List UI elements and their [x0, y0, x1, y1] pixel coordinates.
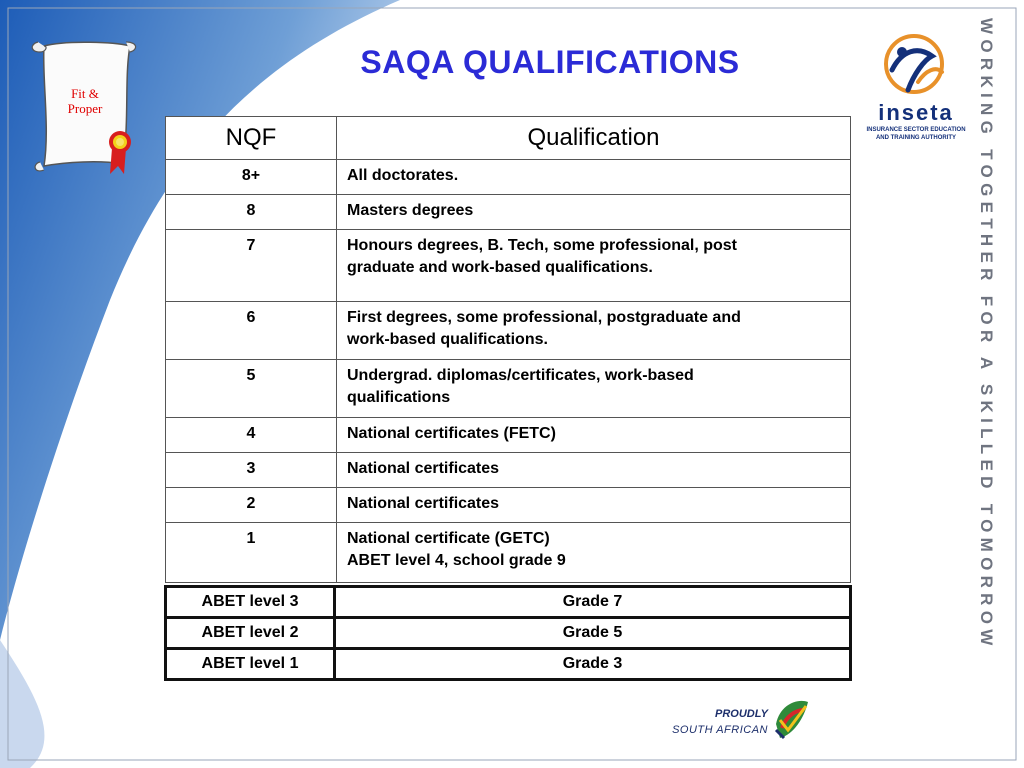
qualification-line: Masters degrees — [347, 202, 474, 219]
qualification-line: National certificates — [347, 495, 500, 512]
table-row — [166, 302, 851, 360]
table-row — [166, 360, 851, 418]
nqf-level: 6 — [166, 302, 337, 360]
vertical-tagline: WORKING TOGETHER FOR A SKILLED TOMORROW — [977, 18, 996, 651]
abet-row — [166, 618, 851, 649]
qualification-cell — [337, 230, 851, 302]
qualification-cell — [337, 360, 851, 418]
qualification-line: qualifications — [347, 389, 451, 406]
qualification-cell — [337, 418, 851, 453]
qualification-cell — [337, 453, 851, 488]
qualification-cell — [337, 195, 851, 230]
nqf-level: 7 — [166, 230, 337, 302]
abet-grade: Grade 5 — [335, 618, 851, 649]
abet-level: ABET level 1 — [166, 649, 335, 680]
nqf-level: 3 — [166, 453, 337, 488]
qualification-line: National certificates (FETC) — [347, 425, 556, 442]
south-african-label: SOUTH AFRICAN — [672, 724, 768, 736]
page-title: SAQA QUALIFICATIONS — [360, 44, 740, 80]
qualification-cell — [337, 488, 851, 523]
table-row — [166, 523, 851, 583]
logo-subtitle — [862, 126, 970, 142]
qualification-line: work-based qualifications. — [347, 331, 548, 348]
badge-label — [55, 86, 115, 116]
qualification-line: National certificates — [347, 460, 500, 477]
abet-row — [166, 649, 851, 680]
proudly-label: PROUDLY — [715, 708, 768, 720]
qualification-header: Qualification — [337, 117, 851, 160]
abet-table — [164, 585, 852, 681]
abet-row — [166, 587, 851, 618]
table-row — [166, 488, 851, 523]
qualification-line: Undergrad. diplomas/certificates, work-based — [347, 367, 694, 384]
logo-name: inseta — [878, 100, 954, 125]
logo-subtitle-line-1: INSURANCE SECTOR EDUCATION — [866, 127, 966, 133]
nqf-level: 4 — [166, 418, 337, 453]
proudly-south-african-logo-icon — [676, 694, 816, 746]
qualification-cell — [337, 160, 851, 195]
table-row — [166, 453, 851, 488]
nqf-level: 8+ — [166, 160, 337, 195]
qualification-line: Honours degrees, B. Tech, some professional, post — [347, 237, 738, 254]
nqf-level: 1 — [166, 523, 337, 583]
table-header-row — [166, 117, 851, 160]
table-row — [166, 418, 851, 453]
abet-level: ABET level 2 — [166, 618, 335, 649]
badge-line-2: Proper — [67, 101, 103, 116]
qualification-cell — [337, 302, 851, 360]
table-row — [166, 160, 851, 195]
qualification-cell — [337, 523, 851, 583]
qualification-line: First degrees, some professional, postgraduate and — [347, 309, 741, 326]
nqf-header: NQF — [166, 117, 337, 160]
abet-grade: Grade 7 — [335, 587, 851, 618]
qualification-line: All doctorates. — [347, 167, 459, 184]
qualifications-table — [165, 116, 851, 583]
table-row — [166, 195, 851, 230]
abet-grade: Grade 3 — [335, 649, 851, 680]
qualification-line: National certificate (GETC) — [347, 530, 550, 547]
qualification-line: graduate and work-based qualifications. — [347, 259, 653, 276]
nqf-level: 5 — [166, 360, 337, 418]
nqf-level: 8 — [166, 195, 337, 230]
abet-level: ABET level 3 — [166, 587, 335, 618]
logo-subtitle-line-2: AND TRAINING AUTHORITY — [875, 135, 957, 141]
qualification-line: ABET level 4, school grade 9 — [347, 552, 566, 569]
nqf-level: 2 — [166, 488, 337, 523]
badge-line-1: Fit & — [71, 86, 99, 101]
table-row — [166, 230, 851, 302]
